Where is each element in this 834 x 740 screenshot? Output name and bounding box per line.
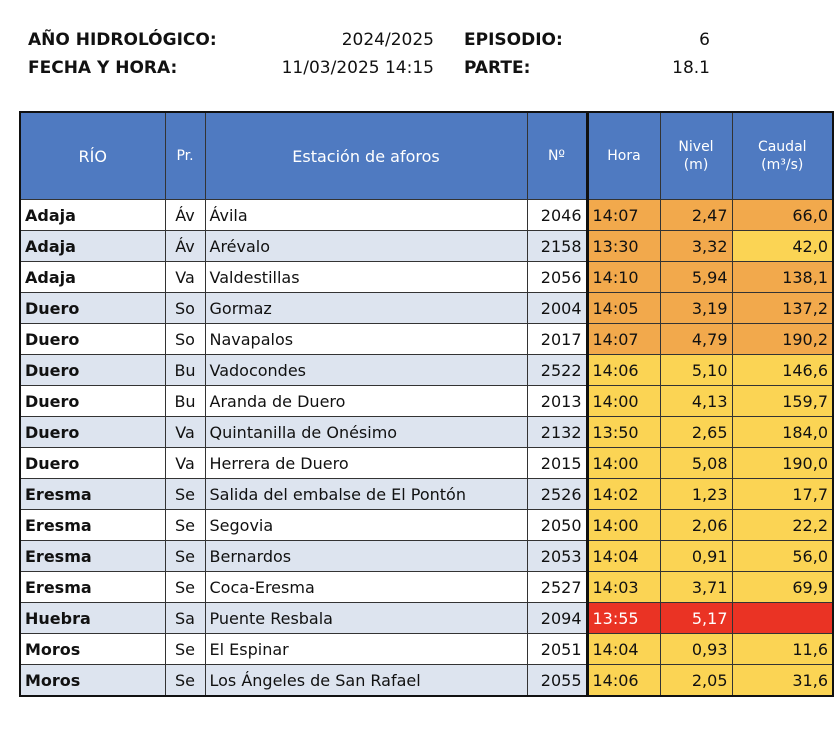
cell-hora: 14:04 xyxy=(587,541,660,572)
cell-numero: 2017 xyxy=(527,324,587,355)
cell-provincia: Va xyxy=(165,417,205,448)
ano-hidrologico-value: 2024/2025 xyxy=(341,30,434,50)
cell-hora: 14:10 xyxy=(587,262,660,293)
cell-rio: Eresma xyxy=(20,572,165,603)
cell-provincia: Se xyxy=(165,572,205,603)
cell-rio: Moros xyxy=(20,634,165,665)
cell-caudal xyxy=(732,603,833,634)
cell-numero: 2055 xyxy=(527,665,587,697)
cell-numero: 2053 xyxy=(527,541,587,572)
parte-label: PARTE: xyxy=(464,58,531,78)
cell-hora: 13:50 xyxy=(587,417,660,448)
cell-provincia: Sa xyxy=(165,603,205,634)
cell-estacion: Los Ángeles de San Rafael xyxy=(205,665,527,697)
cell-numero: 2046 xyxy=(527,200,587,231)
cell-hora: 14:02 xyxy=(587,479,660,510)
cell-rio: Eresma xyxy=(20,479,165,510)
col-header-caudal-line2: (m³/s) xyxy=(761,157,804,173)
parte-value: 18.1 xyxy=(672,58,710,78)
cell-nivel: 3,32 xyxy=(660,231,732,262)
cell-hora: 13:55 xyxy=(587,603,660,634)
cell-estacion: Coca-Eresma xyxy=(205,572,527,603)
cell-rio: Duero xyxy=(20,293,165,324)
cell-rio: Adaja xyxy=(20,231,165,262)
cell-rio: Adaja xyxy=(20,262,165,293)
cell-caudal: 138,1 xyxy=(732,262,833,293)
table-row xyxy=(20,665,833,697)
cell-caudal: 159,7 xyxy=(732,386,833,417)
col-header-rio: RÍO xyxy=(20,112,165,200)
table-row xyxy=(20,200,833,231)
table-row xyxy=(20,324,833,355)
cell-estacion: Aranda de Duero xyxy=(205,386,527,417)
cell-provincia: Áv xyxy=(165,231,205,262)
report-header xyxy=(28,26,710,82)
cell-caudal: 190,2 xyxy=(732,324,833,355)
header-row-2 xyxy=(28,54,710,82)
cell-rio: Moros xyxy=(20,665,165,697)
table-row xyxy=(20,293,833,324)
cell-caudal: 137,2 xyxy=(732,293,833,324)
cell-caudal: 69,9 xyxy=(732,572,833,603)
cell-caudal: 17,7 xyxy=(732,479,833,510)
cell-estacion: Gormaz xyxy=(205,293,527,324)
cell-nivel: 3,71 xyxy=(660,572,732,603)
header-row-1 xyxy=(28,26,710,54)
episodio-label: EPISODIO: xyxy=(464,30,563,50)
cell-provincia: Áv xyxy=(165,200,205,231)
cell-nivel: 4,79 xyxy=(660,324,732,355)
table-row xyxy=(20,479,833,510)
cell-rio: Eresma xyxy=(20,541,165,572)
cell-rio: Adaja xyxy=(20,200,165,231)
cell-estacion: Arévalo xyxy=(205,231,527,262)
col-header-numero: Nº xyxy=(527,112,587,200)
col-header-pr: Pr. xyxy=(165,112,205,200)
cell-nivel: 2,65 xyxy=(660,417,732,448)
cell-estacion: Quintanilla de Onésimo xyxy=(205,417,527,448)
cell-provincia: Se xyxy=(165,541,205,572)
cell-estacion: Valdestillas xyxy=(205,262,527,293)
ano-hidrologico-label: AÑO HIDROLÓGICO: xyxy=(28,30,217,50)
cell-nivel: 2,06 xyxy=(660,510,732,541)
cell-hora: 14:06 xyxy=(587,665,660,697)
table-row xyxy=(20,448,833,479)
cell-caudal: 11,6 xyxy=(732,634,833,665)
table-row xyxy=(20,634,833,665)
cell-hora: 14:06 xyxy=(587,355,660,386)
table-row xyxy=(20,603,833,634)
cell-provincia: Bu xyxy=(165,386,205,417)
cell-caudal: 190,0 xyxy=(732,448,833,479)
table-header-row xyxy=(20,112,833,200)
col-header-caudal-line1: Caudal xyxy=(757,139,807,155)
cell-estacion: Bernardos xyxy=(205,541,527,572)
cell-provincia: So xyxy=(165,293,205,324)
cell-rio: Duero xyxy=(20,355,165,386)
cell-hora: 13:30 xyxy=(587,231,660,262)
cell-estacion: Navapalos xyxy=(205,324,527,355)
cell-estacion: Vadocondes xyxy=(205,355,527,386)
cell-estacion: Salida del embalse de El Pontón xyxy=(205,479,527,510)
cell-caudal: 42,0 xyxy=(732,231,833,262)
cell-nivel: 4,13 xyxy=(660,386,732,417)
fecha-hora-label: FECHA Y HORA: xyxy=(28,58,178,78)
gauging-stations-table xyxy=(19,111,834,697)
cell-rio: Eresma xyxy=(20,510,165,541)
cell-provincia: Bu xyxy=(165,355,205,386)
cell-provincia: Va xyxy=(165,262,205,293)
cell-provincia: So xyxy=(165,324,205,355)
table-body xyxy=(20,200,833,697)
col-header-nivel-line1: Nivel xyxy=(678,139,714,155)
table-row xyxy=(20,231,833,262)
cell-nivel: 0,93 xyxy=(660,634,732,665)
cell-nivel: 5,08 xyxy=(660,448,732,479)
cell-hora: 14:00 xyxy=(587,510,660,541)
cell-rio: Duero xyxy=(20,417,165,448)
cell-numero: 2522 xyxy=(527,355,587,386)
cell-caudal: 22,2 xyxy=(732,510,833,541)
cell-hora: 14:00 xyxy=(587,386,660,417)
cell-numero: 2004 xyxy=(527,293,587,324)
cell-rio: Duero xyxy=(20,448,165,479)
cell-rio: Duero xyxy=(20,324,165,355)
cell-estacion: Herrera de Duero xyxy=(205,448,527,479)
cell-nivel: 3,19 xyxy=(660,293,732,324)
cell-caudal: 184,0 xyxy=(732,417,833,448)
cell-provincia: Se xyxy=(165,665,205,697)
cell-hora: 14:05 xyxy=(587,293,660,324)
cell-numero: 2013 xyxy=(527,386,587,417)
cell-numero: 2056 xyxy=(527,262,587,293)
table-row xyxy=(20,355,833,386)
cell-numero: 2050 xyxy=(527,510,587,541)
cell-caudal: 31,6 xyxy=(732,665,833,697)
cell-numero: 2158 xyxy=(527,231,587,262)
cell-rio: Huebra xyxy=(20,603,165,634)
cell-estacion: Puente Resbala xyxy=(205,603,527,634)
cell-estacion: Segovia xyxy=(205,510,527,541)
cell-hora: 14:07 xyxy=(587,200,660,231)
table-row xyxy=(20,386,833,417)
table-row xyxy=(20,572,833,603)
cell-nivel: 1,23 xyxy=(660,479,732,510)
table-row xyxy=(20,541,833,572)
table-row xyxy=(20,510,833,541)
cell-nivel: 2,47 xyxy=(660,200,732,231)
cell-nivel: 5,94 xyxy=(660,262,732,293)
cell-provincia: Va xyxy=(165,448,205,479)
cell-rio: Duero xyxy=(20,386,165,417)
cell-numero: 2094 xyxy=(527,603,587,634)
table-row xyxy=(20,417,833,448)
cell-numero: 2526 xyxy=(527,479,587,510)
cell-nivel: 2,05 xyxy=(660,665,732,697)
cell-hora: 14:07 xyxy=(587,324,660,355)
cell-provincia: Se xyxy=(165,634,205,665)
cell-provincia: Se xyxy=(165,479,205,510)
cell-caudal: 56,0 xyxy=(732,541,833,572)
col-header-estacion: Estación de aforos xyxy=(205,112,527,200)
cell-caudal: 146,6 xyxy=(732,355,833,386)
col-header-hora: Hora xyxy=(587,112,660,200)
cell-hora: 14:00 xyxy=(587,448,660,479)
cell-nivel: 0,91 xyxy=(660,541,732,572)
col-header-nivel xyxy=(660,112,732,200)
cell-nivel: 5,17 xyxy=(660,603,732,634)
fecha-hora-value: 11/03/2025 14:15 xyxy=(281,58,434,78)
cell-nivel: 5,10 xyxy=(660,355,732,386)
col-header-caudal xyxy=(732,112,833,200)
cell-numero: 2132 xyxy=(527,417,587,448)
col-header-nivel-line2: (m) xyxy=(683,157,709,173)
cell-numero: 2015 xyxy=(527,448,587,479)
cell-caudal: 66,0 xyxy=(732,200,833,231)
episodio-value: 6 xyxy=(699,30,710,50)
cell-provincia: Se xyxy=(165,510,205,541)
cell-hora: 14:04 xyxy=(587,634,660,665)
cell-numero: 2527 xyxy=(527,572,587,603)
cell-estacion: El Espinar xyxy=(205,634,527,665)
table-row xyxy=(20,262,833,293)
cell-estacion: Ávila xyxy=(205,200,527,231)
cell-hora: 14:03 xyxy=(587,572,660,603)
cell-numero: 2051 xyxy=(527,634,587,665)
